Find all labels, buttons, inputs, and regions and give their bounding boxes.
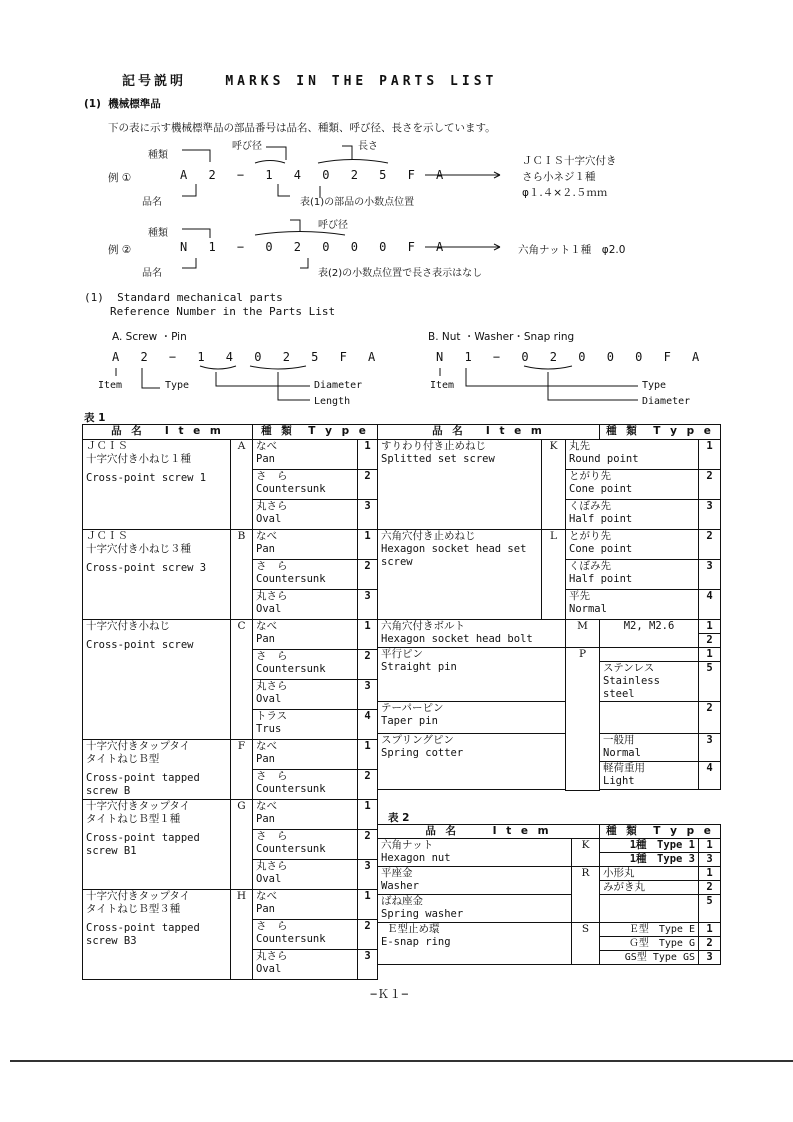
table-row bbox=[378, 702, 721, 734]
type-en: Countersunk bbox=[256, 933, 326, 945]
type-number: 1 bbox=[699, 648, 721, 662]
type-number: 2 bbox=[358, 560, 378, 590]
item-jp: ばね座金 bbox=[381, 895, 423, 907]
type-number: 2 bbox=[699, 937, 721, 951]
type-number: 4 bbox=[699, 590, 721, 620]
item-jp: 十字穴付きタップタイ タイトねじＢ型１種 bbox=[86, 800, 191, 825]
ex2-label: 例 ② bbox=[108, 244, 132, 256]
type-en: Pan bbox=[256, 753, 275, 765]
type-jp: とがり先 bbox=[569, 470, 611, 482]
en-a-item: Item bbox=[98, 380, 123, 391]
table1-right bbox=[377, 424, 721, 791]
table-row bbox=[83, 620, 378, 650]
item-en: Hexagon socket head bolt bbox=[381, 633, 533, 645]
type-number: 2 bbox=[699, 530, 721, 560]
type-jp: さ ら bbox=[256, 470, 288, 482]
table-row bbox=[378, 923, 721, 937]
type-number: 3 bbox=[358, 860, 378, 890]
type-cell: Ｇ型 Type G bbox=[600, 937, 699, 951]
type-number: 1 bbox=[358, 800, 378, 830]
type-cell bbox=[253, 890, 358, 920]
item-en: Hexagon nut bbox=[381, 852, 451, 864]
type-cell bbox=[566, 530, 699, 560]
table-row bbox=[378, 790, 721, 791]
type-cell bbox=[253, 710, 358, 740]
table-row bbox=[378, 734, 721, 762]
type-jp: 丸さら bbox=[256, 680, 288, 692]
type-cell bbox=[253, 800, 358, 830]
code-letter: H bbox=[231, 890, 253, 980]
ex2-type-label: 種類 bbox=[148, 228, 168, 239]
code-letter: R bbox=[572, 867, 600, 923]
code-letter: F bbox=[231, 740, 253, 800]
item-jp: テーパーピン bbox=[381, 702, 444, 714]
type-number: 1 bbox=[699, 440, 721, 470]
page-number: −Ｋ１− bbox=[370, 987, 409, 1001]
type-cell bbox=[253, 440, 358, 470]
item-jp: ＪＣＩＳ 十字穴付き小ねじ１種 bbox=[86, 440, 191, 465]
type-jp: さ ら bbox=[256, 560, 288, 572]
t2-hdr-type: 種 類 T y p e bbox=[600, 825, 721, 839]
type-cell: Ｅ型 Type E bbox=[600, 923, 699, 937]
type-cell bbox=[600, 702, 699, 734]
en-a-label: A. Screw ・Pin bbox=[112, 331, 187, 343]
type-en: Round point bbox=[569, 453, 639, 465]
table-row bbox=[378, 867, 721, 881]
en-a-dia: Diameter bbox=[314, 380, 363, 391]
type-number: 3 bbox=[358, 590, 378, 620]
type-jp: 軽荷重用 bbox=[603, 762, 646, 774]
type-jp: くぼみ先 bbox=[569, 500, 611, 512]
type-number: 1 bbox=[358, 620, 378, 650]
type-jp: なべ bbox=[256, 890, 277, 902]
table-row bbox=[378, 648, 721, 662]
ex1-desc-3: φ１.４×２.５ｍｍ bbox=[522, 187, 608, 199]
table-row bbox=[83, 800, 378, 830]
item-en: Cross-point tapped screw B3 bbox=[86, 922, 200, 947]
type-cell: GS型 Type GS bbox=[600, 951, 699, 965]
code-letter: S bbox=[572, 923, 600, 965]
type-en: Cone point bbox=[569, 483, 633, 495]
type-cell bbox=[253, 560, 358, 590]
type-en: Pan bbox=[256, 903, 275, 915]
en-a-code: A 2 − 1 4 0 2 5 F A bbox=[112, 350, 383, 364]
en-a-type: Type bbox=[165, 380, 190, 391]
item-cell bbox=[83, 800, 231, 890]
type-cell bbox=[253, 740, 358, 770]
type-number: 1 bbox=[358, 530, 378, 560]
type-number: 3 bbox=[358, 680, 378, 710]
table2 bbox=[377, 824, 721, 965]
item-en: Cross-point screw 1 bbox=[86, 472, 207, 484]
type-number: 1 bbox=[699, 620, 721, 634]
type-cell bbox=[566, 500, 699, 530]
type-number: 1 bbox=[699, 923, 721, 937]
type-number: 1 bbox=[358, 890, 378, 920]
item-jp: 十字穴付き小ねじ bbox=[86, 620, 170, 632]
type-cell bbox=[253, 770, 358, 800]
type-number: 2 bbox=[699, 881, 721, 895]
item-cell bbox=[83, 740, 231, 800]
type-cell: 1種 Type 3 bbox=[600, 853, 699, 867]
table1-label: 表 1 bbox=[84, 412, 106, 424]
ex1-desc-2: さら小ネジ１種 bbox=[522, 171, 596, 183]
type-number: 3 bbox=[358, 500, 378, 530]
ex1-decimal-note: 表(1)の部品の小数点位置 bbox=[300, 197, 415, 208]
code-letter: K bbox=[572, 839, 600, 867]
item-jp: Ｅ型止め環 bbox=[387, 923, 440, 935]
table-row bbox=[378, 895, 721, 923]
type-cell bbox=[253, 680, 358, 710]
type-jp: 丸さら bbox=[256, 860, 288, 872]
type-en: Light bbox=[603, 775, 635, 787]
type-cell: 1種 Type 1 bbox=[600, 839, 699, 853]
type-en: Oval bbox=[256, 693, 282, 705]
item-jp: 十字穴付きタップタイ タイトねじＢ型 bbox=[86, 740, 191, 765]
type-jp: 丸さら bbox=[256, 590, 288, 602]
table-row bbox=[83, 740, 378, 770]
type-number: 3 bbox=[699, 734, 721, 762]
table1-right-header bbox=[378, 425, 721, 440]
type-jp: 丸さら bbox=[256, 500, 288, 512]
en-b-dia: Diameter bbox=[642, 396, 691, 407]
type-en: Countersunk bbox=[256, 783, 326, 795]
item-hex-nut bbox=[378, 839, 572, 867]
type-number: 1 bbox=[699, 867, 721, 881]
type-cell bbox=[253, 860, 358, 890]
section-number: (1) bbox=[84, 98, 101, 110]
ex2-desc: 六角ナット１種 φ2.0 bbox=[518, 244, 626, 256]
hdr-type: 種 類 T y p e bbox=[253, 425, 378, 440]
item-taper-pin bbox=[378, 702, 566, 734]
type-cell bbox=[600, 895, 699, 923]
ex1-dia-label: 呼び径 bbox=[232, 141, 262, 152]
item-en: Straight pin bbox=[381, 661, 457, 673]
type-jp: とがり先 bbox=[569, 530, 611, 542]
en-b-type: Type bbox=[642, 380, 667, 391]
type-cell bbox=[600, 762, 699, 790]
item-jp: 平行ピン bbox=[381, 648, 423, 660]
table-row bbox=[83, 890, 378, 920]
type-en: Normal bbox=[603, 747, 641, 759]
type-jp: ステンレス bbox=[603, 662, 655, 674]
type-cell: 小形丸 bbox=[600, 867, 699, 881]
table-row bbox=[83, 440, 378, 470]
type-number: 1 bbox=[699, 839, 721, 853]
type-en: Half point bbox=[569, 513, 633, 525]
bottom-rule bbox=[10, 1060, 793, 1062]
item-jp: スプリングピン bbox=[381, 734, 454, 746]
item-en: Spring cotter bbox=[381, 747, 464, 759]
type-cell bbox=[600, 662, 699, 702]
code-letter: A bbox=[231, 440, 253, 530]
type-en: Stainless steel bbox=[603, 675, 660, 700]
table-row bbox=[378, 839, 721, 853]
type-number: 2 bbox=[358, 830, 378, 860]
code-letter: C bbox=[231, 620, 253, 740]
type-en: Pan bbox=[256, 633, 275, 645]
diagram-leader-lines bbox=[0, 0, 793, 420]
item-m bbox=[378, 620, 566, 648]
table-row bbox=[378, 620, 721, 634]
ex2-note: 表(2)の小数点位置で長さ表示はなし bbox=[318, 268, 483, 279]
code-letter: G bbox=[231, 800, 253, 890]
type-cell: みがき丸 bbox=[600, 881, 699, 895]
type-cell bbox=[600, 648, 699, 662]
type-number: 2 bbox=[358, 920, 378, 950]
type-cell bbox=[253, 530, 358, 560]
ex1-item-label: 品名 bbox=[142, 197, 162, 208]
table1-left-header bbox=[83, 425, 378, 440]
type-en: Oval bbox=[256, 873, 282, 885]
type-cell bbox=[253, 830, 358, 860]
code-letter: P bbox=[566, 648, 600, 791]
item-jp: 十字穴付きタップタイ タイトねじＢ型３種 bbox=[86, 890, 191, 915]
table-row bbox=[83, 530, 378, 560]
item-cell bbox=[83, 620, 231, 740]
item-en: Washer bbox=[381, 880, 419, 892]
type-number: 2 bbox=[699, 702, 721, 734]
type-en: Countersunk bbox=[256, 573, 326, 585]
section-en-sub: Reference Number in the Parts List bbox=[110, 305, 336, 318]
table2-label: 表 2 bbox=[388, 812, 410, 824]
item-spring-washer bbox=[378, 895, 572, 923]
item-en: Splitted set screw bbox=[381, 453, 495, 465]
item-straight-pin bbox=[378, 648, 566, 702]
table-row bbox=[378, 440, 721, 470]
type-jp: 平先 bbox=[569, 590, 590, 602]
item-cell bbox=[83, 890, 231, 980]
type-number: 2 bbox=[358, 650, 378, 680]
type-cell bbox=[253, 620, 358, 650]
type-number: 3 bbox=[699, 951, 721, 965]
type-en: Oval bbox=[256, 963, 282, 975]
type-en: Normal bbox=[569, 603, 607, 615]
item-washer bbox=[378, 867, 572, 895]
type-number: 5 bbox=[699, 662, 721, 702]
code-letter: B bbox=[231, 530, 253, 620]
type-number: 1 bbox=[358, 440, 378, 470]
en-b-item: Item bbox=[430, 380, 455, 391]
ex1-type-label: 種類 bbox=[148, 150, 168, 161]
item-jp: 平座金 bbox=[381, 867, 413, 879]
ex2-dia-label: 呼び径 bbox=[318, 220, 348, 231]
type-en: Half point bbox=[569, 573, 633, 585]
item-k bbox=[378, 440, 542, 530]
table-row bbox=[378, 530, 721, 560]
type-en: Countersunk bbox=[256, 843, 326, 855]
hdr-item: 品 名 I t e m bbox=[83, 425, 253, 440]
type-jp: さ ら bbox=[256, 650, 288, 662]
hdr-item-r: 品 名 I t e m bbox=[378, 425, 600, 440]
type-cell bbox=[253, 470, 358, 500]
type-number: 3 bbox=[699, 853, 721, 867]
type-jp: トラス bbox=[256, 710, 288, 722]
item-en: Hexagon socket head set screw bbox=[381, 543, 527, 568]
type-en: Pan bbox=[256, 453, 275, 465]
type-jp: なべ bbox=[256, 530, 277, 542]
item-jp: 六角穴付きボルト bbox=[381, 620, 465, 632]
item-jp: すりわり付き止めねじ bbox=[381, 440, 486, 452]
type-en: Countersunk bbox=[256, 663, 326, 675]
ex2-item-label: 品名 bbox=[142, 268, 162, 279]
type-number: 5 bbox=[699, 895, 721, 923]
type-number: 3 bbox=[358, 950, 378, 980]
section-intro: 下の表に示す機械標準品の部品番号は品名、種類、呼び径、長さを示しています。 bbox=[108, 122, 496, 134]
item-en: Spring washer bbox=[381, 908, 464, 920]
type-jp: さ ら bbox=[256, 830, 288, 842]
item-jp: 六角穴付き止めねじ bbox=[381, 530, 476, 542]
item-spring-cotter bbox=[378, 734, 566, 790]
hdr-type-r: 種 類 T y p e bbox=[600, 425, 721, 440]
t2-hdr-item: 品 名 I t e m bbox=[378, 825, 600, 839]
type-en: Oval bbox=[256, 513, 282, 525]
section-en-title: Standard mechanical parts bbox=[117, 291, 283, 304]
type-en: Trus bbox=[256, 723, 282, 735]
item-cell bbox=[83, 530, 231, 620]
type-cell bbox=[253, 950, 358, 980]
item-en: Cross-point screw bbox=[86, 639, 194, 651]
item-jp: ＪＣＩＳ 十字穴付き小ねじ３種 bbox=[86, 530, 191, 555]
type-en: Oval bbox=[256, 603, 282, 615]
type-jp: さ ら bbox=[256, 920, 288, 932]
type-en: Pan bbox=[256, 813, 275, 825]
type-cell bbox=[600, 734, 699, 762]
type-number: 4 bbox=[358, 710, 378, 740]
size-list: M2, M2.6 bbox=[600, 620, 699, 648]
type-jp: なべ bbox=[256, 440, 277, 452]
type-number: 2 bbox=[699, 634, 721, 648]
item-en: Cross-point tapped screw B1 bbox=[86, 832, 200, 857]
type-cell bbox=[566, 590, 699, 620]
item-en: Taper pin bbox=[381, 715, 438, 727]
type-cell bbox=[566, 470, 699, 500]
type-jp: さ ら bbox=[256, 770, 288, 782]
table1-left bbox=[82, 424, 378, 980]
type-number: 2 bbox=[699, 470, 721, 500]
type-jp: 丸先 bbox=[569, 440, 590, 452]
type-jp: 一般用 bbox=[603, 734, 635, 746]
type-en: Pan bbox=[256, 543, 275, 555]
type-number: 3 bbox=[699, 560, 721, 590]
item-jp: 六角ナット bbox=[381, 839, 434, 851]
en-a-length: Length bbox=[314, 396, 351, 407]
type-jp: なべ bbox=[256, 800, 277, 812]
section-heading: 機械標準品 bbox=[108, 98, 161, 110]
ex2-code: N 1 − 0 2 0 0 0 F A bbox=[180, 240, 451, 254]
item-e-snap-ring bbox=[378, 923, 572, 965]
en-b-label: B. Nut ・Washer・Snap ring bbox=[428, 331, 575, 343]
item-l bbox=[378, 530, 542, 620]
code-letter: L bbox=[542, 530, 566, 620]
en-b-code: N 1 − 0 2 0 0 0 F A bbox=[436, 350, 707, 364]
type-cell bbox=[253, 650, 358, 680]
type-cell bbox=[566, 440, 699, 470]
type-cell bbox=[253, 920, 358, 950]
ex1-length-label: 長さ bbox=[358, 141, 378, 152]
type-en: Cone point bbox=[569, 543, 633, 555]
section-en-number: (1) bbox=[84, 291, 104, 304]
item-cell bbox=[83, 440, 231, 530]
title-en: MARKS IN THE PARTS LIST bbox=[225, 74, 498, 89]
ex1-label: 例 ① bbox=[108, 172, 132, 184]
type-cell bbox=[253, 590, 358, 620]
item-en: Cross-point tapped screw B bbox=[86, 772, 200, 797]
item-en: E-snap ring bbox=[381, 936, 451, 948]
type-jp: なべ bbox=[256, 740, 277, 752]
item-en: Cross-point screw 3 bbox=[86, 562, 207, 574]
ex1-desc-1: ＪＣＩＳ十字穴付き bbox=[522, 155, 617, 167]
type-number: 3 bbox=[699, 500, 721, 530]
type-number: 2 bbox=[358, 770, 378, 800]
type-jp: 丸さら bbox=[256, 950, 288, 962]
code-letter: M bbox=[566, 620, 600, 648]
code-letter: K bbox=[542, 440, 566, 530]
type-number: 2 bbox=[358, 470, 378, 500]
ex1-code: A 2 − 1 4 0 2 5 F A bbox=[180, 168, 451, 182]
type-number: 4 bbox=[699, 762, 721, 790]
type-jp: なべ bbox=[256, 620, 277, 632]
table2-header bbox=[378, 825, 721, 839]
title-jp: 記号説明 bbox=[122, 74, 187, 89]
type-en: Countersunk bbox=[256, 483, 326, 495]
type-cell bbox=[566, 560, 699, 590]
type-jp: くぼみ先 bbox=[569, 560, 611, 572]
type-number: 1 bbox=[358, 740, 378, 770]
type-cell bbox=[253, 500, 358, 530]
